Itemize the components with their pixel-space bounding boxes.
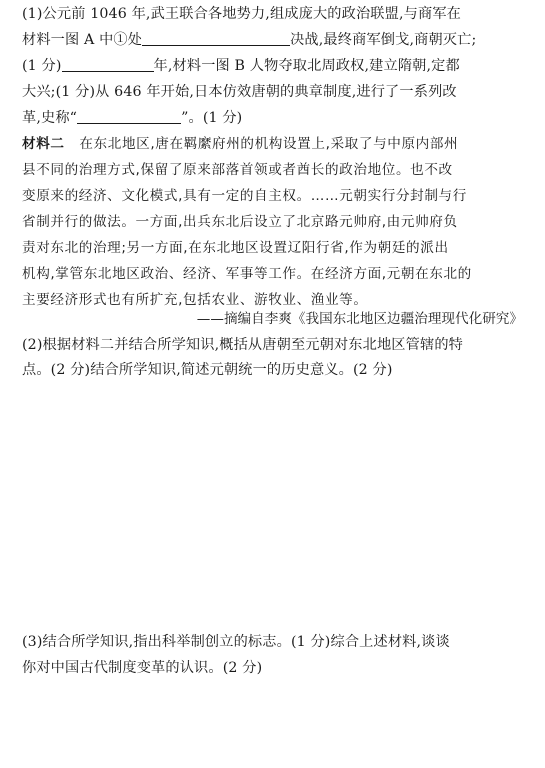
q1-text-2a: 材料一图 A 中①处: [22, 32, 143, 48]
q1-line-3: [22, 56, 525, 76]
q1-line-1: [22, 4, 525, 24]
q1-text-1: (1)公元前 1046 年,武王联合各地势力,组成庞大的政治联盟,与商军在: [22, 6, 461, 22]
q1-text-4: 大兴;(1 分)从 646 年开始,日本仿效唐朝的典章制度,进行了一系列改: [22, 84, 457, 100]
material2-text-4: 省制并行的做法。一方面,出兵东北后设立了北京路元帅府,由元帅府负: [22, 214, 458, 230]
material2-line-1: [22, 134, 525, 154]
material2-line-7: [22, 290, 525, 310]
material2-text-7: 主要经济形式也有所扩充,包括农业、游牧业、渔业等。: [22, 292, 368, 308]
material2-line-6: [22, 264, 525, 284]
answer-blank-1[interactable]: [142, 31, 290, 46]
q2-line-2: [22, 360, 525, 380]
material2-text-5: 责对东北的治理;另一方面,在东北地区设置辽阳行省,作为朝廷的派出: [22, 240, 449, 256]
q3-line-2: [22, 658, 525, 678]
material2-label: 材料二: [22, 136, 65, 152]
q1-line-2: [22, 30, 525, 50]
q1-text-5a: 革,史称“: [22, 110, 78, 126]
q1-text-3b: 年,材料一图 B 人物夺取北周政权,建立隋朝,定都: [153, 58, 460, 74]
q1-text-3a: (1 分): [22, 58, 62, 74]
q3-text-2: 你对中国古代制度变革的认识。(2 分): [22, 660, 263, 676]
material2-text-6: 机构,掌管东北地区政治、经济、军事等工作。在经济方面,元朝在东北的: [22, 266, 472, 282]
answer-blank-2[interactable]: [62, 57, 154, 72]
material2-line-5: [22, 238, 525, 258]
answer-blank-3[interactable]: [77, 109, 181, 124]
material2-text-2: 县不同的治理方式,保留了原来部落首领或者酋长的政治地位。也不改: [22, 162, 453, 178]
q3-text-1: (3)结合所学知识,指出科举制创立的标志。(1 分)综合上述材料,谈谈: [22, 634, 450, 650]
q3-line-1: [22, 632, 525, 652]
material2-line-4: [22, 212, 525, 232]
material2-text-3: 变原来的经济、文化模式,具有一定的自主权。……元朝实行分封制与行: [22, 188, 467, 204]
q2-line-1: [22, 335, 525, 355]
material2-text-1: 在东北地区,唐在羁縻府州的机构设置上,采取了与中原内部州: [79, 136, 459, 152]
material2-line-3: [22, 186, 525, 206]
q1-line-4: [22, 82, 525, 102]
q2-text-1: (2)根据材料二并结合所学知识,概括从唐朝至元朝对东北地区管辖的特: [22, 337, 463, 353]
material2-source: ——摘编自李爽《我国东北地区边疆治理现代化研究》: [196, 311, 523, 327]
material2-line-2: [22, 160, 525, 180]
q1-text-5b: ”。(1 分): [181, 110, 243, 126]
q2-text-2: 点。(2 分)结合所学知识,简述元朝统一的历史意义。(2 分): [22, 362, 393, 378]
q1-line-5: [22, 108, 525, 128]
q1-text-2b: 决战,最终商军倒戈,商朝灭亡;: [290, 32, 477, 48]
